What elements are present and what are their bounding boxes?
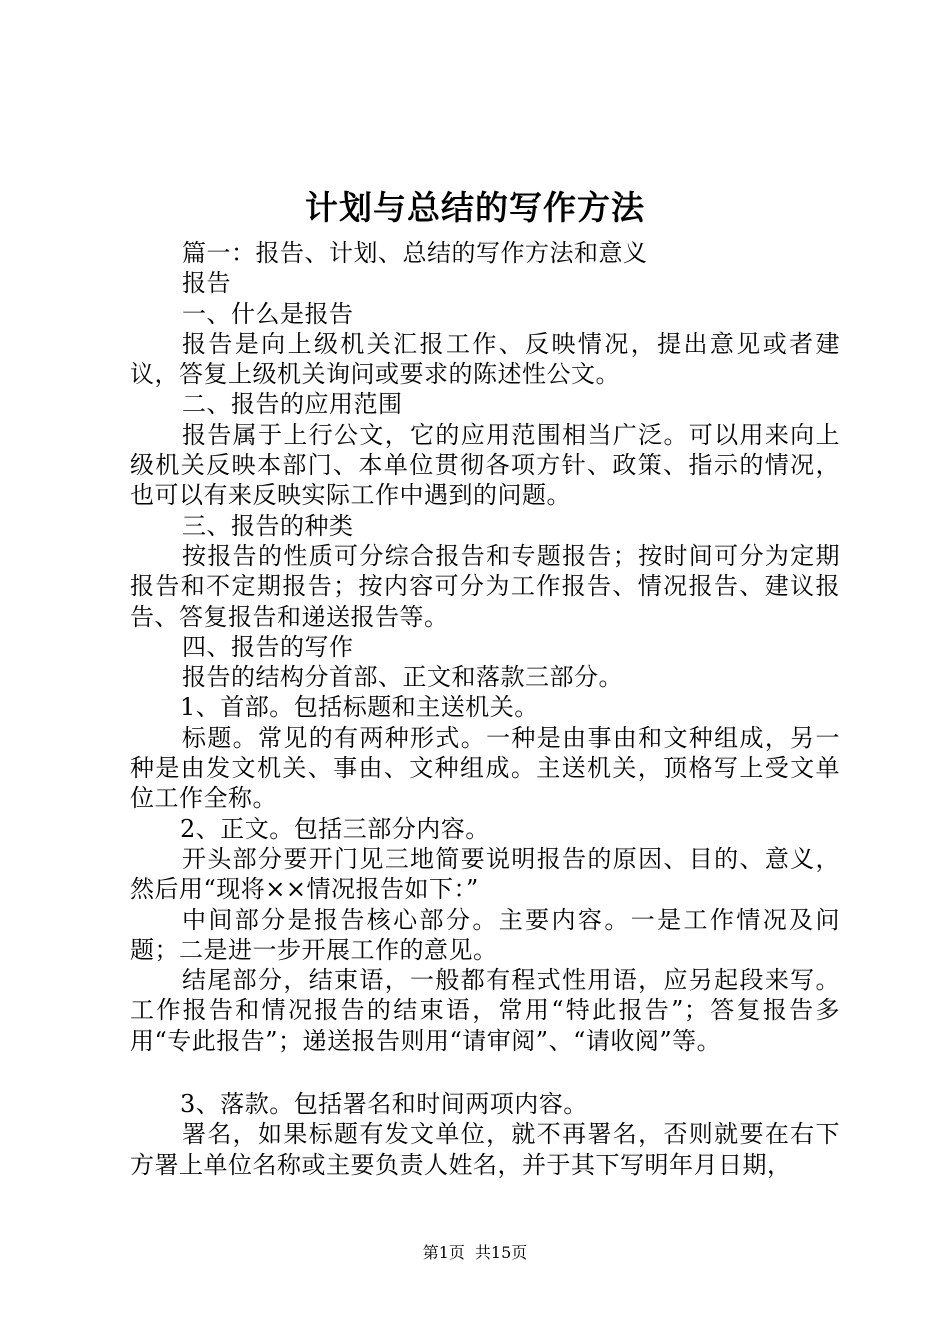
- paragraph-header-part: 1、首部。包括标题和主送机关。: [180, 693, 539, 722]
- paragraph-heading-types: 三、报告的种类: [182, 511, 354, 540]
- paragraph-main-text: 2、正文。包括三部分内容。: [180, 814, 490, 843]
- paragraph-heading-writing: 四、报告的写作: [182, 632, 354, 661]
- document-title: 计划与总结的写作方法: [305, 188, 645, 227]
- paragraph-opening: 开头部分要开门见三地简要说明报告的原因、目的、意义，然后用“现将××情况报告如下：”: [130, 844, 840, 904]
- page-footer: [0, 1242, 950, 1264]
- paragraph-heading-report: 报告: [182, 269, 231, 298]
- paragraph-closing: 结尾部分，结束语，一般都有程式性用语，应另起段来写。工作报告和情况报告的结束语，常用“特此报告”；答复报告多用“专此报告”；递送报告则用“请审阅”、“请收阅”等。: [130, 966, 840, 1055]
- paragraph-types: 按报告的性质可分综合报告和专题报告；按时间可分为定期报告和不定期报告；按内容可分为工作报告、情况报告、建议报告、答复报告和递送报告等。: [130, 541, 840, 631]
- paragraph-structure: 报告的结构分首部、正文和落款三部分。: [182, 663, 623, 692]
- paragraph-middle: 中间部分是报告核心部分。主要内容。一是工作情况及问题；二是进一步开展工作的意见。: [130, 905, 840, 964]
- paragraph-signature-part: 3、落款。包括署名和时间两项内容。: [180, 1090, 588, 1119]
- document-body: [130, 238, 840, 1180]
- page-number: 第1页: [422, 1243, 465, 1262]
- paragraph-title-forms: 标题。常见的有两种形式。一种是由事由和文种组成，另一种是由发文机关、事由、文种组成。主送机关，顶格写上受文单位工作全称。: [130, 723, 840, 813]
- page-total: 共15页: [474, 1243, 528, 1262]
- paragraph-heading-what-is: 一、什么是报告: [182, 299, 354, 328]
- paragraph-definition: 报告是向上级机关汇报工作、反映情况，提出意见或者建议，答复上级机关询问或要求的陈述性公文。: [130, 329, 840, 389]
- paragraph-signature: 署名，如果标题有发文单位，就不再署名，否则就要在右下方署上单位名称或主要负责人姓名，并于其下写明年月日期，: [130, 1120, 840, 1179]
- paragraph-section-heading: 篇一：报告、计划、总结的写作方法和意义: [182, 239, 648, 267]
- paragraph-scope: 报告属于上行公文，它的应用范围相当广泛。可以用来向上级机关反映本部门、本单位贯彻各项方针、政策、指示的情况，也可以有来反映实际工作中遇到的问题。: [130, 420, 840, 510]
- paragraph-heading-scope: 二、报告的应用范围: [182, 390, 403, 419]
